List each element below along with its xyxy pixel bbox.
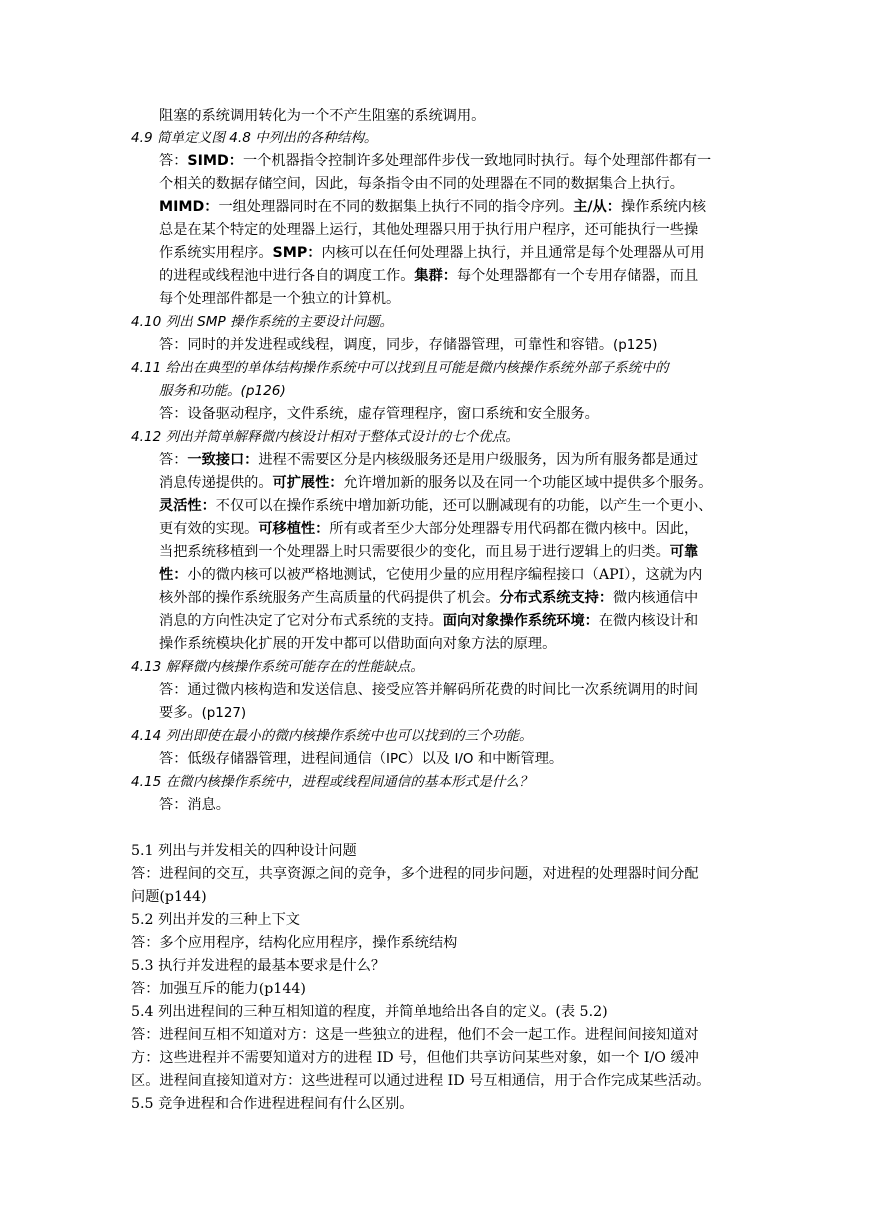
question-text: 4.13 解释微内核操作系统可能存在的性能缺点。 — [131, 659, 424, 675]
answer-4-9-line — [159, 196, 706, 218]
answer-4-10 — [159, 334, 658, 356]
answer-4-12-line — [159, 472, 712, 494]
question-text: 服务和功能。(p126) — [159, 383, 286, 399]
question-5-4 — [131, 1001, 608, 1023]
text: 答：同时的并发进程或线程，调度，同步，存储器管理，可靠性和容错。 — [159, 337, 614, 353]
term-bold: SMP： — [272, 245, 322, 261]
question-5-1 — [131, 840, 357, 862]
question-4-11 — [131, 357, 669, 379]
term-bold: 性： — [159, 567, 188, 583]
term-bold: 主/从： — [573, 199, 621, 215]
answer-5-4 — [131, 1024, 699, 1046]
text: ）以及 — [407, 751, 455, 767]
page-ref: (p127) — [201, 706, 247, 721]
term-bold: SIMD： — [187, 153, 243, 169]
answer-4-13 — [159, 702, 246, 724]
answer-5-4 — [131, 1070, 710, 1092]
term-bold: MIMD： — [159, 199, 219, 215]
question-4-15 — [131, 771, 533, 793]
question-text: 5.4 列出进程间的三种互相知道的程度，并简单地给出各自的定义。(表 5.2) — [131, 1004, 608, 1020]
text: 答：多个应用程序，结构化应用程序，操作系统结构 — [131, 935, 458, 951]
answer-4-11 — [159, 403, 599, 425]
question-text: 5.2 列出并发的三种上下文 — [131, 912, 300, 928]
answer-4-12-line — [159, 564, 702, 586]
answer-4-14 — [159, 748, 563, 770]
text: 和中断管理。 — [473, 751, 564, 767]
text: 答： — [159, 452, 188, 468]
question-5-3 — [131, 955, 385, 977]
answer-4-9-line — [159, 150, 711, 172]
answer-5-4 — [131, 1047, 699, 1069]
question-4-13 — [131, 656, 424, 678]
term-bold: 可扩展性： — [272, 475, 344, 491]
text: 答： — [159, 153, 188, 169]
text: 每个处理器都有一个专用存储器，而且 — [456, 268, 699, 284]
text: 进程不需要区分是内核级服务还是用户级服务，因为所有服务都是通过 — [258, 452, 699, 468]
text: 阻塞的系统调用转化为一个不产生阻塞的系统调用。 — [159, 108, 486, 124]
text: 答：加强互斥的能力(p144) — [131, 981, 306, 997]
text: 在微内核设计和 — [598, 613, 699, 629]
text: 一组处理器同时在不同的数据集上执行不同的指令序列。 — [218, 199, 574, 215]
answer-5-3 — [131, 978, 306, 1000]
answer-4-13 — [159, 679, 698, 701]
question-4-10 — [131, 311, 393, 333]
term-bold: 灵活性： — [159, 498, 216, 514]
question-text: 4.12 列出并简单解释微内核设计相对于整体式设计的七个优点。 — [131, 429, 520, 445]
text: 答：进程间互相不知道对方：这是一些独立的进程，他们不会一起工作。进程间间接知道对 — [131, 1027, 699, 1043]
text: 小的微内核可以被严格地测试，它使用少量的应用程序编程接口（API），这就为内 — [187, 567, 703, 583]
acronym: I/O — [454, 752, 474, 767]
term-bold: 面向对象操作系统环境： — [442, 613, 599, 629]
question-text: 5.1 列出与并发相关的四种设计问题 — [131, 843, 357, 859]
text: 允许增加新的服务以及在同一个功能区域中提供多个服务。 — [343, 475, 713, 491]
answer-4-12-line — [159, 587, 698, 609]
text: 核外部的操作系统服务产生高质量的代码提供了机会。 — [159, 590, 500, 606]
answer-4-12-line — [159, 495, 712, 517]
question-text: 5.5 竞争进程和合作进程进程间有什么区别。 — [131, 1096, 414, 1112]
question-text: 4.14 列出即使在最小的微内核操作系统中也可以找到的三个功能。 — [131, 728, 533, 744]
question-text: 4.11 给出在典型的单体结构操作系统中可以找到且可能是微内核操作系统外部子系统中的 — [131, 360, 669, 376]
answer-4-9-line — [159, 242, 705, 264]
answer-4-9-line — [159, 288, 400, 310]
term-bold: 可移植性： — [258, 521, 330, 537]
question-text: 4.15 在微内核操作系统中，进程或线程间通信的基本形式是什么？ — [131, 774, 533, 790]
answer-4-9-line — [159, 173, 684, 195]
term-bold: 可靠 — [669, 544, 699, 560]
text: 不仅可以在操作系统中增加新功能，还可以删减现有的功能，以产生一个更小、 — [215, 498, 713, 514]
question-4-12 — [131, 426, 519, 448]
text: 方：这些进程并不需要知道对方的进程 ID 号，但他们共享访问某些对象，如一个 I/O 缓冲 — [131, 1050, 699, 1066]
answer-4-12-line — [159, 633, 556, 655]
question-5-2 — [131, 909, 300, 931]
question-text: 4.9 简单定义图 4.8 中列出的各种结构。 — [131, 130, 378, 146]
answer-4-12-line — [159, 518, 698, 540]
answer-4-9-line — [159, 219, 698, 241]
text: 每个处理部件都是一个独立的计算机。 — [159, 291, 401, 307]
answer-4-15 — [159, 794, 230, 816]
text: 区。进程间直接知道对方：这些进程可以通过进程 ID 号互相通信，用于合作完成某些活动。 — [131, 1073, 711, 1089]
answer-5-1 — [131, 863, 699, 885]
text: 操作系统模块化扩展的开发中都可以借助面向对象方法的原理。 — [159, 636, 557, 652]
text: 当把系统移植到一个处理器上时只需要很少的变化，而且易于进行逻辑上的归类。 — [159, 544, 670, 560]
question-4-9 — [131, 127, 378, 149]
text: 答：低级存储器管理，进程间通信（ — [159, 751, 387, 767]
answer-4-12-line — [159, 541, 698, 563]
text: 微内核通信中 — [613, 590, 699, 606]
page-ref: (p125) — [613, 338, 658, 353]
question-5-5 — [131, 1093, 413, 1115]
text: 作系统实用程序。 — [159, 245, 273, 261]
text: 问题(p144) — [131, 889, 207, 905]
term-bold: 分布式系统支持： — [499, 590, 614, 606]
text: 答：消息。 — [159, 797, 230, 813]
question-text: 5.3 执行并发进程的最基本要求是什么？ — [131, 958, 386, 974]
answer-5-1 — [131, 886, 207, 908]
text: 答：进程间的交互，共享资源之间的竞争，多个进程的同步问题，对进程的处理器时间分配 — [131, 866, 699, 882]
answer-5-2 — [131, 932, 457, 954]
text: 内核可以在任何处理器上执行，并且通常是每个处理器从可用 — [321, 245, 705, 261]
text: 的进程或线程池中进行各自的调度工作。 — [159, 268, 415, 284]
text: 所有或者至少大部分处理器专用代码都在微内核中。因此， — [329, 521, 699, 537]
answer-4-9-line — [159, 265, 698, 287]
text: 个相关的数据存储空间，因此，每条指令由不同的处理器在不同的数据集合上执行。 — [159, 176, 684, 192]
answer-4-12-line — [159, 610, 698, 632]
text: 消息的方向性决定了它对分布式系统的支持。 — [159, 613, 443, 629]
text: 总是在某个特定的处理器上运行，其他处理器只用于执行用户程序，还可能执行一些操 — [159, 222, 699, 238]
question-4-14 — [131, 725, 533, 747]
answer-4-12-line — [159, 449, 698, 471]
text: 答：设备驱动程序，文件系统，虚存管理程序，窗口系统和安全服务。 — [159, 406, 599, 422]
text: 更有效的实现。 — [159, 521, 259, 537]
text: 答：通过微内核构造和发送信息、接受应答并解码所花费的时间比一次系统调用的时间 — [159, 682, 699, 698]
term-bold: 一致接口： — [187, 452, 259, 468]
text: 要多。 — [159, 705, 202, 721]
question-text: 4.10 列出 SMP 操作系统的主要设计问题。 — [131, 314, 394, 330]
text-line — [159, 105, 485, 127]
question-4-11 — [159, 380, 286, 402]
term-bold: 集群： — [414, 268, 457, 284]
text: 一个机器指令控制许多处理部件步伐一致地同时执行。每个处理部件都有一 — [242, 153, 712, 169]
text: 操作系统内核 — [620, 199, 707, 215]
text: 消息传递提供的。 — [159, 475, 273, 491]
acronym: IPC — [386, 752, 408, 767]
